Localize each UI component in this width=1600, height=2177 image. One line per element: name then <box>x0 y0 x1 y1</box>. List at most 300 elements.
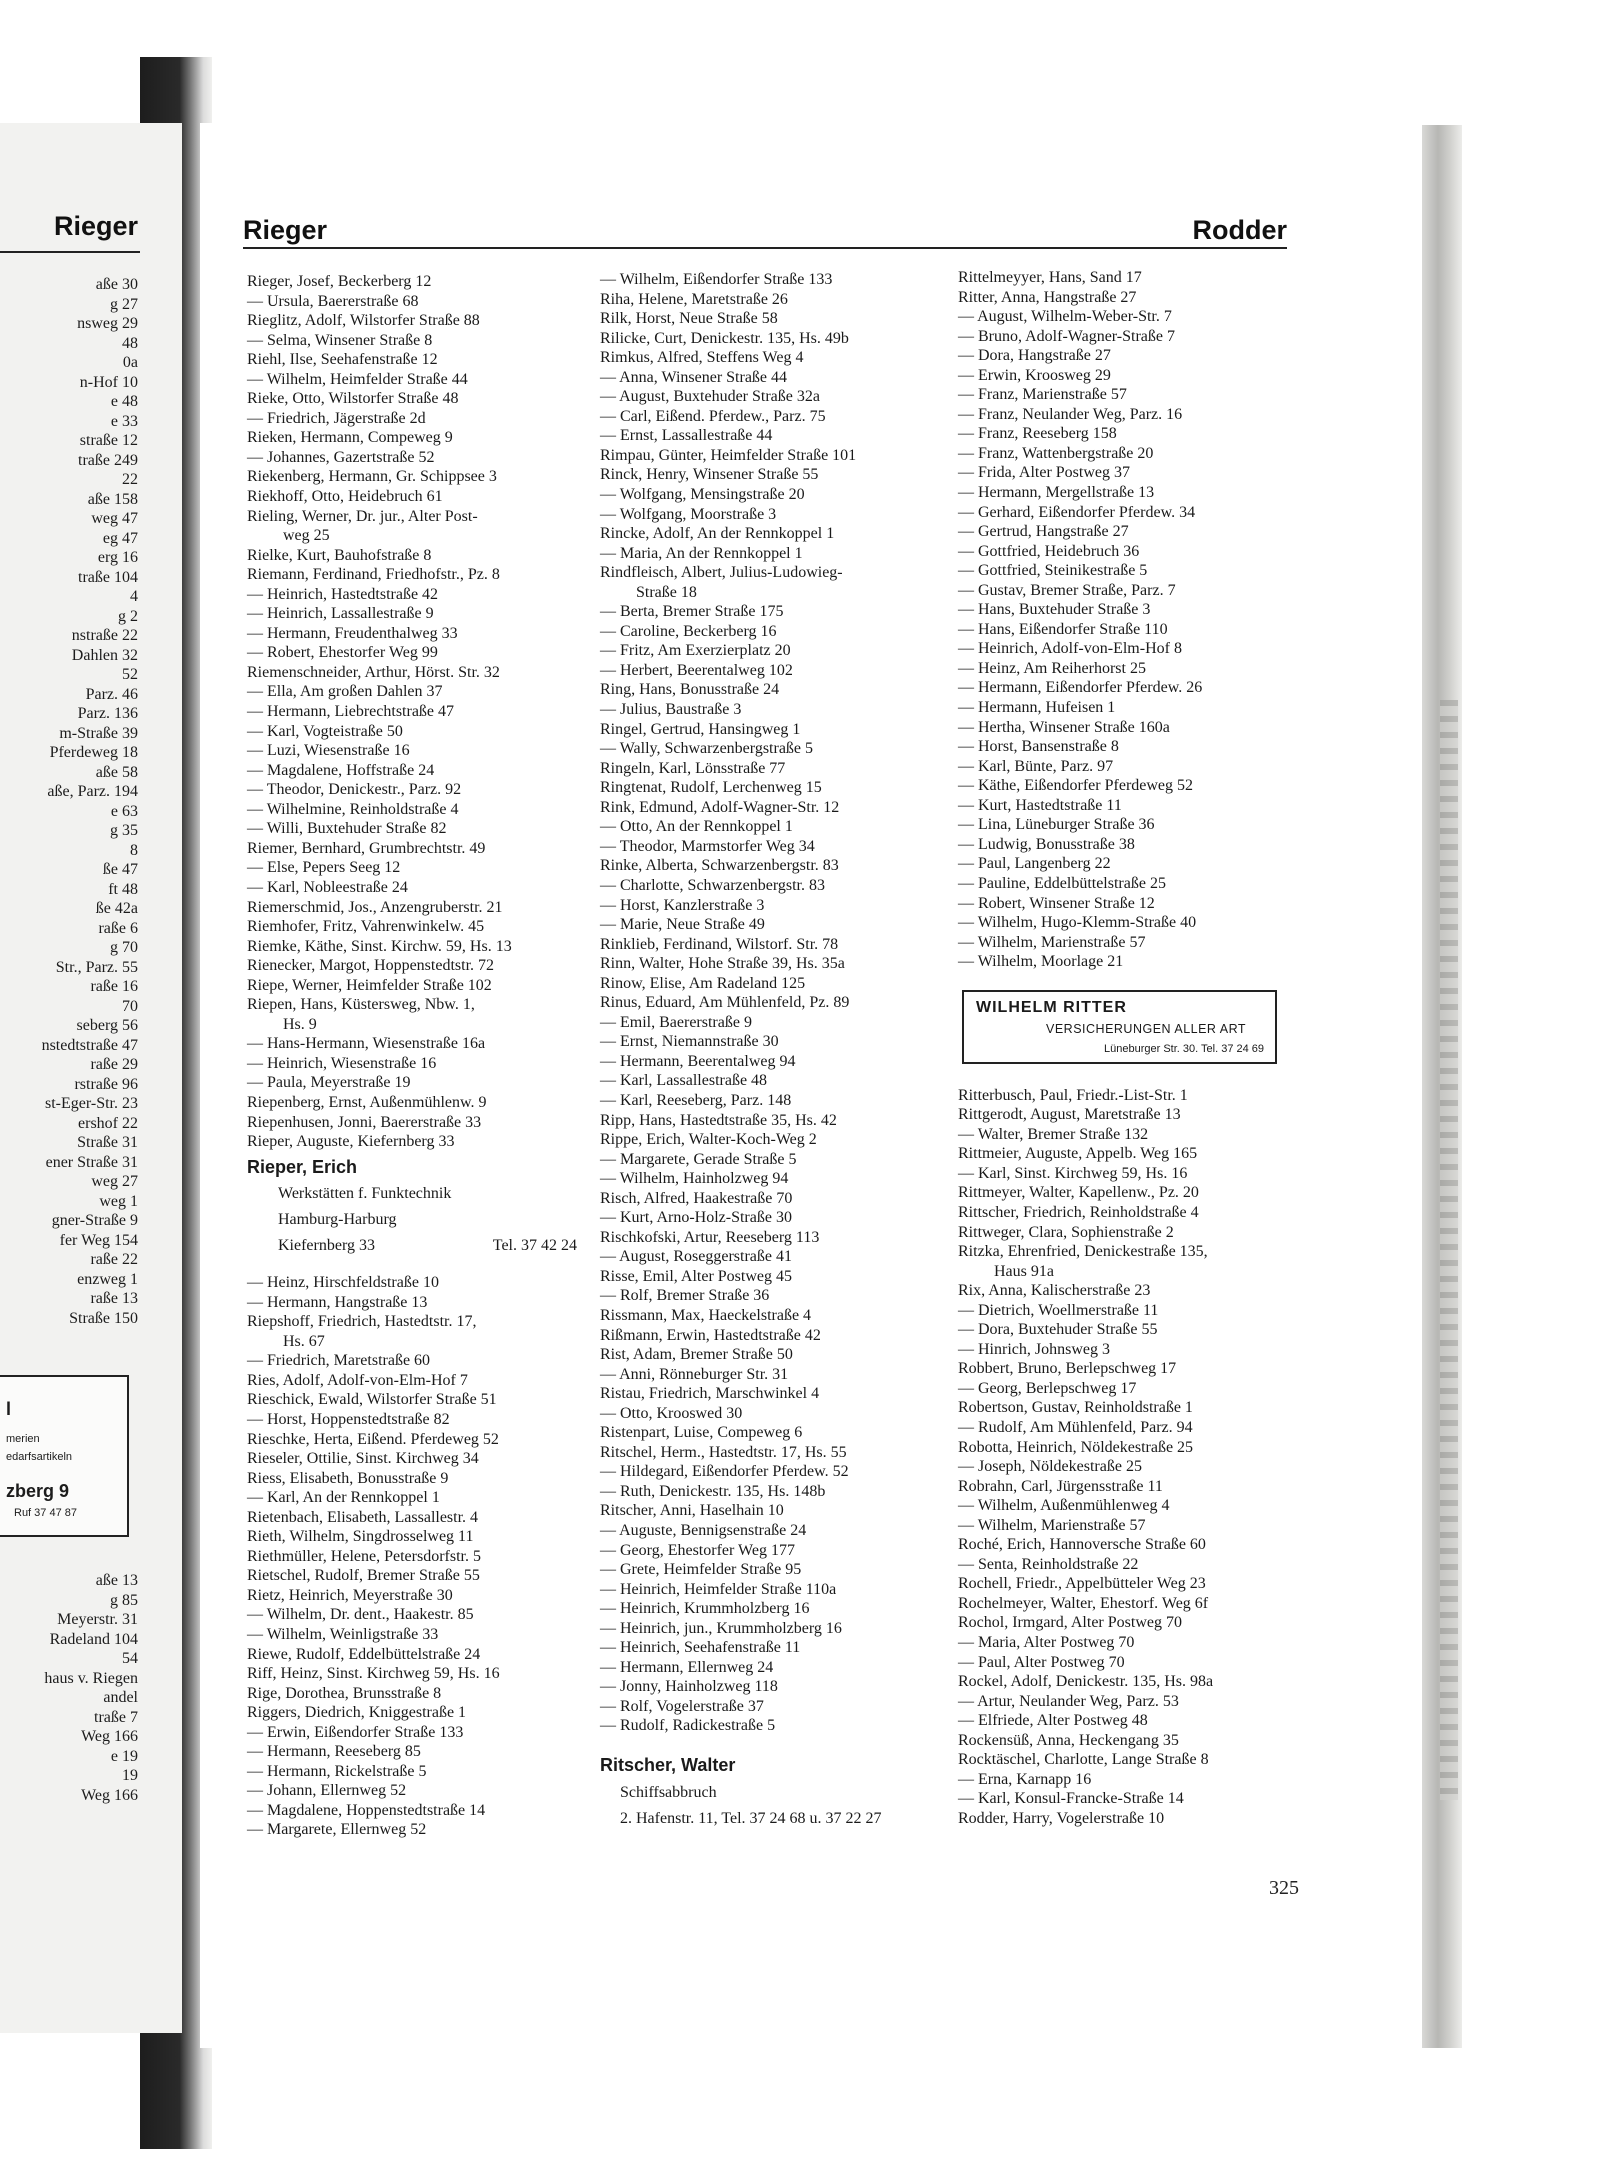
business-entry-address: Kiefernberg 33 <box>278 1237 375 1255</box>
directory-entry: — Karl, Lassallestraße 48 <box>600 1072 768 1090</box>
directory-entry: raße 13 <box>90 1290 138 1307</box>
directory-entry: — Heinrich, Adolf-von-Elm-Hof 8 <box>958 640 1182 658</box>
directory-entry: — Else, Pepers Seeg 12 <box>247 859 401 877</box>
directory-entry: — Caroline, Beckerberg 16 <box>600 622 777 640</box>
directory-entry: Riha, Helene, Maretstraße 26 <box>600 290 788 308</box>
directory-entry: — Anna, Winsener Straße 44 <box>600 368 788 386</box>
directory-entry: Rieper, Auguste, Kiefernberg 33 <box>247 1133 455 1151</box>
directory-column-2 <box>600 270 940 1832</box>
directory-entry: — Karl, Sinst. Kirchweg 59, Hs. 16 <box>958 1164 1188 1182</box>
directory-entry: Rieke, Otto, Wilstorfer Straße 48 <box>247 390 459 408</box>
directory-entry: Rocktäschel, Charlotte, Lange Straße 8 <box>958 1751 1209 1769</box>
directory-entry: weg 25 <box>283 527 330 545</box>
left-page-advert <box>0 1375 129 1537</box>
directory-entry: — Hans-Hermann, Wiesenstraße 16a <box>247 1035 486 1053</box>
directory-entry: Ritschel, Herm., Hastedtstr. 17, Hs. 55 <box>600 1443 847 1461</box>
directory-entry: — Elfriede, Alter Postweg 48 <box>958 1712 1148 1730</box>
directory-entry: — Franz, Wattenbergstraße 20 <box>958 444 1154 462</box>
directory-entry: Straße 18 <box>636 583 697 601</box>
directory-entry: Rittmeyer, Walter, Kapellenw., Pz. 20 <box>958 1184 1199 1202</box>
directory-entry: Rittscher, Friedrich, Reinholdstraße 4 <box>958 1203 1199 1221</box>
directory-entry: nstedtstraße 47 <box>41 1036 138 1054</box>
directory-entry: Rieseler, Ottilie, Sinst. Kirchweg 34 <box>247 1450 479 1468</box>
directory-entry: Straße 31 <box>77 1134 138 1151</box>
directory-entry: — Wilhelm, Marienstraße 57 <box>958 933 1146 951</box>
directory-entry: e 19 <box>110 1747 138 1765</box>
directory-entry: — Selma, Winsener Straße 8 <box>247 331 433 349</box>
directory-entry: — Frida, Alter Postweg 37 <box>958 464 1130 482</box>
directory-entry: Rißmann, Erwin, Hastedtstraße 42 <box>600 1326 821 1344</box>
advert-line: merien <box>6 1433 40 1445</box>
directory-entry: Rinn, Walter, Hohe Straße 39, Hs. 35a <box>600 955 845 973</box>
directory-entry: Rittmeier, Auguste, Appelb. Weg 165 <box>958 1145 1198 1163</box>
directory-entry: — Otto, An der Rennkoppel 1 <box>600 818 793 836</box>
directory-entry: Robrahn, Carl, Jürgensstraße 11 <box>958 1477 1163 1495</box>
directory-entry: Rodder, Harry, Vogelerstraße 10 <box>958 1809 1165 1827</box>
directory-entry: — Georg, Berlepschweg 17 <box>958 1379 1137 1397</box>
directory-entry: e 33 <box>110 412 138 430</box>
advert-title: WILHELM RITTER <box>976 998 1127 1016</box>
directory-entry: Riekhoff, Otto, Heidebruch 61 <box>247 488 443 506</box>
directory-entry: traße 7 <box>94 1708 138 1726</box>
directory-entry: Rienecker, Margot, Hoppenstedtstr. 72 <box>247 957 495 975</box>
advert-line: edarfsartikeln <box>6 1451 73 1463</box>
directory-entry: ener Straße 31 <box>45 1153 138 1171</box>
directory-entry: — Pauline, Eddelbüttelstraße 25 <box>958 874 1166 892</box>
directory-entry: raße 6 <box>98 919 138 937</box>
directory-entry: Riepenhusen, Jonni, Baererstraße 33 <box>247 1113 482 1131</box>
directory-entry: — Anni, Rönneburger Str. 31 <box>600 1365 789 1383</box>
directory-entry: 70 <box>122 997 138 1015</box>
directory-entry: Parz. 136 <box>77 705 138 722</box>
directory-entry: g 2 <box>118 607 138 625</box>
directory-entry: nstraße 22 <box>71 627 138 644</box>
directory-entry: — Carl, Eißend. Pferdew., Parz. 75 <box>600 407 826 425</box>
directory-entry: — Robert, Ehestorfer Weg 99 <box>247 644 438 662</box>
directory-entry: Rinklieb, Ferdinand, Wilstorf. Str. 78 <box>600 935 839 953</box>
directory-entry: — Franz, Reeseberg 158 <box>958 425 1117 443</box>
directory-entry: — Hermann, Mergellstraße 13 <box>958 484 1155 502</box>
directory-entry: Riemke, Käthe, Sinst. Kirchw. 59, Hs. 13 <box>247 937 512 955</box>
directory-entry: — Karl, Nobleestraße 24 <box>247 878 408 896</box>
business-entry-line: Hamburg-Harburg <box>278 1211 397 1229</box>
directory-entry: Rittgerodt, August, Maretstraße 13 <box>958 1106 1181 1124</box>
directory-entry: — Dora, Buxtehuder Straße 55 <box>958 1321 1158 1339</box>
advert-address: Lüneburger Str. 30. Tel. 37 24 69 <box>1104 1042 1265 1055</box>
directory-entry: Rietschel, Rudolf, Bremer Straße 55 <box>247 1567 480 1585</box>
directory-entry: — Johann, Ellernweg 52 <box>247 1782 407 1800</box>
directory-entry: — Rudolf, Am Mühlenfeld, Parz. 94 <box>958 1418 1193 1436</box>
directory-entry: — Rolf, Vogelerstraße 37 <box>600 1697 764 1715</box>
directory-entry: Rochelmeyer, Walter, Ehestorf. Weg 6f <box>958 1594 1209 1612</box>
directory-entry: — Paul, Alter Postweg 70 <box>958 1653 1125 1671</box>
directory-entry: Rilk, Horst, Neue Straße 58 <box>600 310 778 328</box>
directory-entry: nsweg 29 <box>77 315 138 332</box>
directory-entry: Rieger, Josef, Beckerberg 12 <box>247 273 432 290</box>
directory-entry: g 35 <box>110 822 138 839</box>
business-entry-line <box>278 1233 577 1259</box>
directory-entry: — Margarete, Ellernweg 52 <box>247 1821 427 1839</box>
page-edge-print-bleed <box>1440 700 1458 1800</box>
business-entry-line: Schiffsabbruch <box>620 1783 717 1801</box>
directory-column-1 <box>247 272 577 1840</box>
directory-entry: Rockensüß, Anna, Heckengang 35 <box>958 1731 1179 1749</box>
directory-entry: — Paula, Meyerstraße 19 <box>247 1074 411 1092</box>
directory-entry: Ringel, Gertrud, Hansingweg 1 <box>600 720 801 738</box>
directory-entry: — Heinz, Hirschfeldstraße 10 <box>247 1274 439 1292</box>
directory-entry: Rist, Adam, Bremer Straße 50 <box>600 1346 793 1364</box>
directory-entry: — Wilhelm, Eißendorfer Straße 133 <box>600 271 833 288</box>
directory-entry: — Joseph, Nöldekestraße 25 <box>958 1458 1142 1476</box>
entry-list <box>958 268 1288 972</box>
directory-entry: — Ludwig, Bonusstraße 38 <box>958 835 1135 853</box>
directory-entry: raße 29 <box>90 1056 138 1073</box>
directory-entry: — Paul, Langenberg 22 <box>958 855 1111 873</box>
directory-entry: — Ursula, Baererstraße 68 <box>247 292 419 310</box>
directory-entry: Rippe, Erich, Walter-Koch-Weg 2 <box>600 1131 817 1149</box>
directory-entry: — Heinrich, Lassallestraße 9 <box>247 605 434 623</box>
directory-entry: — Lina, Lüneburger Straße 36 <box>958 816 1155 834</box>
directory-entry: — August, Buxtehuder Straße 32a <box>600 388 820 406</box>
directory-entry: Rilicke, Curt, Denickestr. 135, Hs. 49b <box>600 329 849 347</box>
directory-entry: — Horst, Kanzlerstraße 3 <box>600 896 765 914</box>
directory-entry: — Wolfgang, Mensingstraße 20 <box>600 486 805 504</box>
directory-entry: Rissmann, Max, Haeckelstraße 4 <box>600 1306 812 1324</box>
directory-entry: — Wilhelm, Hainholzweg 94 <box>600 1170 789 1188</box>
directory-entry: traße 104 <box>78 568 138 586</box>
directory-entry: — Hinrich, Johnsweg 3 <box>958 1340 1110 1358</box>
directory-entry: — Magdalene, Hoppenstedtstraße 14 <box>247 1801 486 1819</box>
page-header-first-entry: Rieger <box>243 215 328 245</box>
directory-entry: Straße 150 <box>69 1309 138 1327</box>
entry-list <box>247 1273 577 1840</box>
directory-entry: — Berta, Bremer Straße 175 <box>600 603 784 621</box>
directory-entry: Riepe, Werner, Heimfelder Straße 102 <box>247 976 492 994</box>
directory-entry: — Hermann, Reeseberg 85 <box>247 1743 421 1761</box>
directory-entry: — Wilhelm, Hugo-Klemm-Straße 40 <box>958 914 1197 932</box>
directory-entry: Robertson, Gustav, Reinholdstraße 1 <box>958 1399 1193 1417</box>
directory-entry: Rielke, Kurt, Bauhofstraße 8 <box>247 546 432 564</box>
directory-entry: — Dora, Hangstraße 27 <box>958 347 1111 365</box>
directory-entry: Roché, Erich, Hannoversche Straße 60 <box>958 1536 1206 1554</box>
directory-entry: — Emil, Baererstraße 9 <box>600 1013 752 1031</box>
directory-entry: — Franz, Neulander Weg, Parz. 16 <box>958 405 1183 423</box>
directory-entry: Ristau, Friedrich, Marschwinkel 4 <box>600 1385 820 1403</box>
business-entry-name: Rieper, Erich <box>247 1156 358 1177</box>
directory-entry: — Wilhelmine, Reinholdstraße 4 <box>247 800 459 818</box>
directory-entry: — August, Wilhelm-Weber-Str. 7 <box>958 308 1172 326</box>
directory-entry: — Otto, Krooswed 30 <box>600 1404 743 1422</box>
ritter-insurance-advert <box>962 990 1277 1064</box>
directory-entry: — Hermann, Hangstraße 13 <box>247 1293 428 1311</box>
directory-entry: Robotta, Heinrich, Nöldekestraße 25 <box>958 1438 1194 1456</box>
left-page-entries-bottom <box>0 1571 138 1805</box>
directory-entry: Rieling, Werner, Dr. jur., Alter Post- <box>247 507 478 525</box>
directory-entry: — Karl, Reeseberg, Parz. 148 <box>600 1091 792 1109</box>
directory-entry: Rimkus, Alfred, Steffens Weg 4 <box>600 349 804 367</box>
directory-entry: — Horst, Hoppenstedtstraße 82 <box>247 1410 450 1428</box>
directory-entry: — Ernst, Niemannstraße 30 <box>600 1033 779 1051</box>
directory-entry: 22 <box>122 471 138 488</box>
directory-entry: — Theodor, Denickestr., Parz. 92 <box>247 781 462 799</box>
directory-entry: Radeland 104 <box>49 1630 138 1648</box>
directory-entry: Ripp, Hans, Hastedtstraße 35, Hs. 42 <box>600 1111 837 1129</box>
directory-entry: g 27 <box>110 295 138 313</box>
directory-entry: Rimpau, Günter, Heimfelder Straße 101 <box>600 446 857 464</box>
directory-entry: gner-Straße 9 <box>51 1212 138 1229</box>
header-rule <box>243 247 1287 249</box>
directory-entry: seberg 56 <box>76 1017 138 1034</box>
directory-entry: — Hermann, Eißendorfer Pferdew. 26 <box>958 679 1203 697</box>
directory-entry: — Hans, Eißendorfer Straße 110 <box>958 620 1168 638</box>
directory-entry: 54 <box>122 1650 138 1667</box>
directory-entry: — Hermann, Beerentalweg 94 <box>600 1052 796 1070</box>
directory-entry: Rinus, Eduard, Am Mühlenfeld, Pz. 89 <box>600 994 850 1012</box>
directory-entry: Rinck, Henry, Winsener Straße 55 <box>600 466 819 484</box>
directory-entry: aße, Parz. 194 <box>47 783 138 800</box>
directory-entry: weg 1 <box>99 1192 138 1210</box>
directory-entry: — Kurt, Arno-Holz-Straße 30 <box>600 1209 792 1227</box>
directory-entry: — Wilhelm, Marienstraße 57 <box>958 1516 1146 1534</box>
directory-entry: 19 <box>122 1767 138 1784</box>
directory-entry: — Hermann, Freudenthalweg 33 <box>247 624 458 642</box>
directory-entry: Riff, Heinz, Sinst. Kirchweg 59, Hs. 16 <box>247 1665 500 1683</box>
directory-entry: — Heinrich, jun., Krummholzberg 16 <box>600 1619 842 1637</box>
directory-entry: Ritterbusch, Paul, Friedr.-List-Str. 1 <box>958 1086 1188 1104</box>
directory-entry: Weg 166 <box>81 1728 138 1745</box>
directory-entry: — Heinrich, Wiesenstraße 16 <box>247 1054 437 1072</box>
directory-entry: — Artur, Neulander Weg, Parz. 53 <box>958 1692 1179 1710</box>
entry-list <box>600 270 940 1736</box>
directory-entry: weg 47 <box>91 510 138 527</box>
directory-entry: Riethmüller, Helene, Petersdorfstr. 5 <box>247 1547 481 1565</box>
directory-entry: — Johannes, Gazertstraße 52 <box>247 448 435 466</box>
directory-entry: st-Eger-Str. 23 <box>45 1095 138 1112</box>
directory-entry: — Wilhelm, Dr. dent., Haakestr. 85 <box>247 1606 474 1624</box>
directory-entry: Riehl, Ilse, Seehafenstraße 12 <box>247 351 438 369</box>
directory-entry: Hs. 9 <box>283 1015 317 1033</box>
directory-entry: Riepshoff, Friedrich, Hastedtstr. 17, <box>247 1313 477 1331</box>
directory-entry: Ringtenat, Rudolf, Lerchenweg 15 <box>600 779 822 797</box>
directory-entry: e 63 <box>110 802 138 820</box>
directory-entry: Ritter, Anna, Hangstraße 27 <box>958 288 1137 306</box>
directory-entry: Riepenberg, Ernst, Außenmühlenw. 9 <box>247 1093 487 1111</box>
business-entry-phone: Tel. 37 42 24 <box>492 1237 577 1255</box>
directory-entry: 0a <box>122 354 138 371</box>
directory-entry: Ries, Adolf, Adolf-von-Elm-Hof 7 <box>247 1371 468 1389</box>
directory-entry: raße 16 <box>90 978 138 995</box>
directory-entry: enzweg 1 <box>77 1270 138 1288</box>
directory-entry: Riemhofer, Fritz, Vahrenwinkelw. 45 <box>247 918 485 936</box>
advert-subtitle: VERSICHERUNGEN ALLER ART <box>1046 1021 1247 1036</box>
directory-entry: — Gottfried, Steinikestraße 5 <box>958 562 1148 580</box>
directory-entry: Rieschick, Ewald, Wilstorfer Straße 51 <box>247 1391 497 1409</box>
directory-entry: — Hertha, Winsener Straße 160a <box>958 718 1170 736</box>
directory-entry: — Horst, Bansenstraße 8 <box>958 738 1119 756</box>
directory-entry: — Maria, An der Rennkoppel 1 <box>600 544 803 562</box>
directory-entry: — Fritz, Am Exerzierplatz 20 <box>600 642 791 660</box>
directory-entry: — Theodor, Marmstorfer Weg 34 <box>600 837 815 855</box>
directory-entry: — Grete, Heimfelder Straße 95 <box>600 1561 802 1579</box>
directory-entry: — Karl, Vogteistraße 50 <box>247 722 403 740</box>
advert-line: zberg 9 <box>6 1481 70 1501</box>
directory-entry: ße 47 <box>102 861 138 878</box>
directory-entry: traße 249 <box>78 451 138 469</box>
directory-entry: Dahlen 32 <box>71 646 138 664</box>
directory-entry: aße 13 <box>95 1572 138 1589</box>
directory-entry: — Wally, Schwarzenbergstraße 5 <box>600 740 814 758</box>
directory-entry: Ritscher, Anni, Haselhain 10 <box>600 1502 784 1520</box>
directory-entry: — Senta, Reinholdstraße 22 <box>958 1555 1139 1573</box>
directory-entry: — Hildegard, Eißendorfer Pferdew. 52 <box>600 1463 849 1481</box>
business-entry-details <box>247 1181 577 1259</box>
entry-list <box>958 1086 1288 1829</box>
directory-column-3 <box>958 268 1288 1828</box>
directory-entry: Riemenschneider, Arthur, Hörst. Str. 32 <box>247 663 500 681</box>
directory-entry: — Käthe, Eißendorfer Pferdeweg 52 <box>958 777 1194 795</box>
directory-entry: eg 47 <box>102 529 138 547</box>
advert-phone: Ruf 37 47 87 <box>14 1507 77 1519</box>
directory-entry: Str., Parz. 55 <box>55 958 138 976</box>
directory-entry: Rink, Edmund, Adolf-Wagner-Str. 12 <box>600 798 840 816</box>
header-rule <box>0 251 140 253</box>
directory-entry: — August, Roseggerstraße 41 <box>600 1248 792 1266</box>
directory-entry: — Heinrich, Krummholzberg 16 <box>600 1600 810 1618</box>
directory-entry: Rinke, Alberta, Schwarzenbergstr. 83 <box>600 857 839 875</box>
directory-entry: — Wilhelm, Moorlage 21 <box>958 953 1124 971</box>
directory-entry: — Wilhelm, Heimfelder Straße 44 <box>247 370 468 388</box>
directory-entry: Weg 166 <box>81 1786 138 1804</box>
directory-entry: Parz. 46 <box>85 685 138 703</box>
directory-entry: Rittweger, Clara, Sophienstraße 2 <box>958 1223 1174 1241</box>
directory-entry: — Margarete, Gerade Straße 5 <box>600 1150 797 1168</box>
directory-entry: Haus 91a <box>994 1262 1054 1280</box>
directory-entry: — Gottfried, Heidebruch 36 <box>958 542 1140 560</box>
directory-entry: Riemann, Ferdinand, Friedhofstr., Pz. 8 <box>247 566 500 584</box>
directory-entry: — Heinrich, Seehafenstraße 11 <box>600 1639 801 1657</box>
business-entry-line: 2. Hafenstr. 11, Tel. 37 24 68 u. 37 22 27 <box>620 1809 882 1827</box>
directory-entry: — Ernst, Lassallestraße 44 <box>600 427 773 445</box>
directory-entry: — Luzi, Wiesenstraße 16 <box>247 742 410 760</box>
directory-entry: Rieschke, Herta, Eißend. Pferdeweg 52 <box>247 1430 499 1448</box>
page-number: 325 <box>1269 1877 1299 1899</box>
spacer <box>600 1736 940 1750</box>
directory-entry: — Julius, Baustraße 3 <box>600 701 742 719</box>
directory-entry: — Marie, Neue Straße 49 <box>600 916 765 934</box>
directory-entry: m-Straße 39 <box>59 724 138 742</box>
directory-entry: aße 158 <box>87 490 138 508</box>
left-page-entries-top <box>0 275 138 1328</box>
directory-entry: — Karl, Bünte, Parz. 97 <box>958 757 1114 775</box>
directory-entry: weg 27 <box>91 1173 138 1190</box>
directory-entry: Ristenpart, Luise, Compeweg 6 <box>600 1424 803 1442</box>
directory-entry: rstraße 96 <box>74 1075 138 1093</box>
directory-entry: — Hermann, Hufeisen 1 <box>958 699 1116 717</box>
directory-entry: — Walter, Bremer Straße 132 <box>958 1125 1149 1143</box>
directory-entry: Risse, Emil, Alter Postweg 45 <box>600 1267 792 1285</box>
directory-entry: Rischkofski, Artur, Reeseberg 113 <box>600 1228 820 1246</box>
directory-entry: — Willi, Buxtehuder Straße 82 <box>247 820 447 838</box>
directory-entry: — Friedrich, Maretstraße 60 <box>247 1352 431 1370</box>
directory-entry: ße 42a <box>95 900 138 917</box>
directory-entry: — Robert, Winsener Straße 12 <box>958 894 1155 912</box>
directory-entry: fer Weg 154 <box>59 1231 138 1249</box>
directory-entry: — Gustav, Bremer Straße, Parz. 7 <box>958 581 1176 599</box>
business-entry-line: Werkstätten f. Funktechnik <box>278 1185 452 1203</box>
directory-entry: Rindfleisch, Albert, Julius-Ludowieg- <box>600 564 843 582</box>
directory-entry: Rix, Anna, Kalischerstraße 23 <box>958 1282 1151 1300</box>
directory-entry: — Franz, Marienstraße 57 <box>958 386 1127 404</box>
directory-entry: Riess, Elisabeth, Bonusstraße 9 <box>247 1469 449 1487</box>
directory-entry: ft 48 <box>108 880 138 898</box>
directory-entry: erg 16 <box>97 549 138 566</box>
directory-entry: Rinow, Elise, Am Radeland 125 <box>600 974 806 992</box>
left-page-header: Rieger <box>53 211 138 241</box>
directory-entry: g 85 <box>110 1591 138 1609</box>
entry-list <box>247 272 577 1152</box>
directory-entry: — Jonny, Hainholzweg 118 <box>600 1678 778 1696</box>
directory-entry: 8 <box>130 841 138 859</box>
directory-entry: aße 30 <box>95 276 138 293</box>
page-header-last-entry: Rodder <box>1192 215 1287 245</box>
directory-entry: Risch, Alfred, Haakestraße 70 <box>600 1189 793 1207</box>
directory-entry: Riemerschmid, Jos., Anzengruberstr. 21 <box>247 898 503 916</box>
directory-entry: 48 <box>122 334 138 352</box>
directory-entry: e 48 <box>110 393 138 410</box>
directory-entry: — Auguste, Bennigsenstraße 24 <box>600 1522 807 1539</box>
directory-entry: Ring, Hans, Bonusstraße 24 <box>600 681 780 699</box>
directory-entry: — Heinrich, Heimfelder Straße 110a <box>600 1580 837 1598</box>
spacer <box>247 1259 577 1273</box>
directory-entry: — Dietrich, Woellmerstraße 11 <box>958 1301 1159 1319</box>
directory-entry: — Karl, Konsul-Francke-Straße 14 <box>958 1790 1184 1808</box>
directory-entry: Pferdeweg 18 <box>49 744 138 761</box>
directory-entry: — Karl, An der Rennkoppel 1 <box>247 1489 440 1507</box>
directory-entry: — Erna, Karnapp 16 <box>958 1770 1092 1788</box>
directory-entry: Riepen, Hans, Küstersweg, Nbw. 1, <box>247 996 475 1014</box>
directory-entry: — Georg, Ehestorfer Weg 177 <box>600 1541 795 1559</box>
directory-entry: Riewe, Rudolf, Eddelbüttelstraße 24 <box>247 1645 481 1663</box>
directory-entry: andel <box>103 1689 138 1706</box>
directory-entry: Rige, Dorothea, Brunsstraße 8 <box>247 1684 442 1702</box>
directory-entry: Rochol, Irmgard, Alter Postweg 70 <box>958 1614 1182 1632</box>
directory-entry: — Charlotte, Schwarzenbergstr. 83 <box>600 876 825 894</box>
directory-entry: straße 12 <box>79 432 138 449</box>
directory-entry: n-Hof 10 <box>79 373 138 391</box>
directory-entry: — Kurt, Hastedtstraße 11 <box>958 796 1122 814</box>
advert-line: l <box>6 1399 12 1419</box>
directory-entry: — Wilhelm, Außenmühlenweg 4 <box>958 1497 1170 1515</box>
directory-entry: aße 58 <box>95 763 138 781</box>
directory-entry: Rittelmeyyer, Hans, Sand 17 <box>958 269 1142 286</box>
directory-entry: Rietz, Heinrich, Meyerstraße 30 <box>247 1586 453 1604</box>
directory-entry: Rieken, Hermann, Compeweg 9 <box>247 429 453 447</box>
directory-entry: Robbert, Bruno, Berlepschweg 17 <box>958 1360 1177 1378</box>
directory-entry: g 70 <box>110 939 138 956</box>
directory-entry: — Hermann, Ellernweg 24 <box>600 1658 774 1676</box>
directory-entry: — Friedrich, Jägerstraße 2d <box>247 409 426 427</box>
directory-entry: Ringeln, Karl, Lönsstraße 77 <box>600 759 786 777</box>
directory-entry: — Herbert, Beerentalweg 102 <box>600 661 793 679</box>
directory-entry: — Wilhelm, Weinligstraße 33 <box>247 1626 439 1643</box>
directory-entry: — Wolfgang, Moorstraße 3 <box>600 505 777 523</box>
directory-entry: Rochell, Friedr., Appelbütteler Weg 23 <box>958 1575 1206 1593</box>
directory-entry: — Bruno, Adolf-Wagner-Straße 7 <box>958 327 1176 345</box>
directory-entry: Riggers, Diedrich, Kniggestraße 1 <box>247 1704 467 1722</box>
directory-entry: 52 <box>122 666 138 683</box>
directory-entry: — Magdalene, Hoffstraße 24 <box>247 761 435 779</box>
directory-entry: — Gerhard, Eißendorfer Pferdew. 34 <box>958 503 1196 521</box>
